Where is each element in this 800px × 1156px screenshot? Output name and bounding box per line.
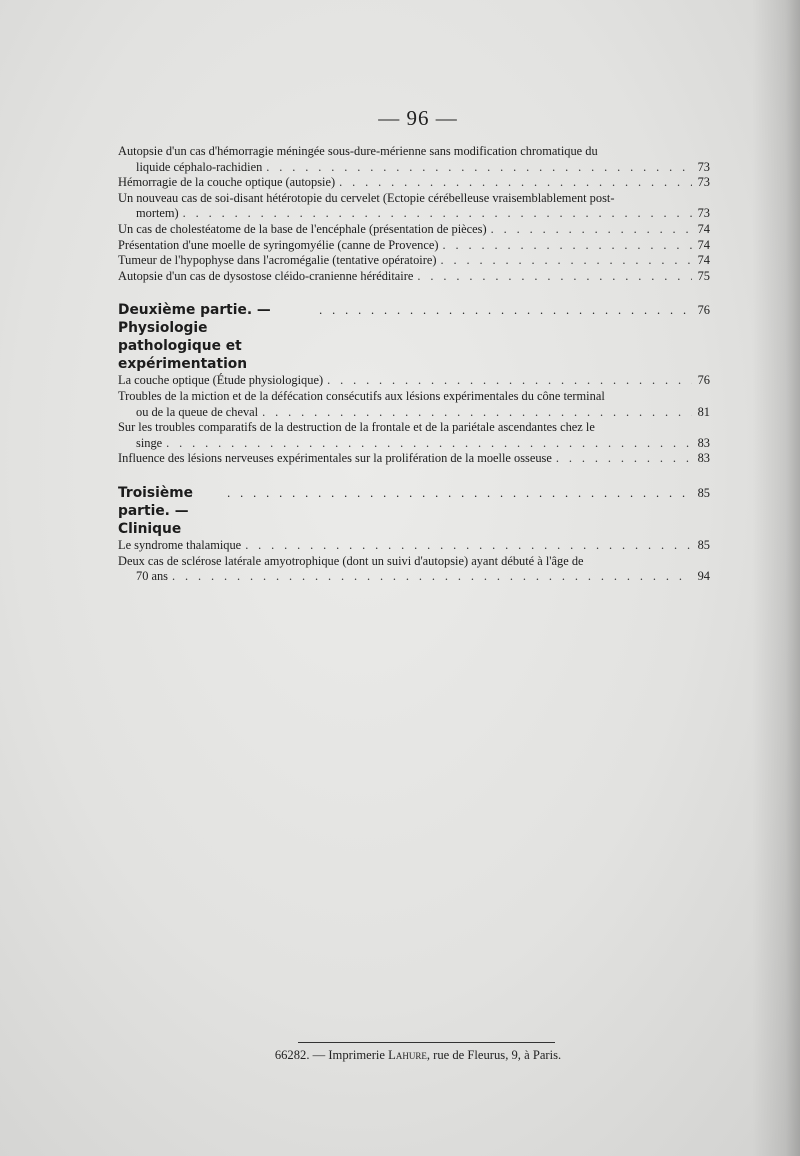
toc-entry [118,269,710,285]
toc-entry-title-line2: 70 ans [136,569,169,584]
leader-dots [166,436,692,452]
toc-entry [118,373,710,389]
section-page: 76 [697,303,710,318]
printer-imprint [0,1048,800,1063]
toc-entry-title-line1: Deux cas de sclérose latérale amyotrophique (dont un suivi d'autopsie) ayant débuté à l'âge de [118,553,584,568]
toc-entry-row [118,405,710,421]
toc-entry-page: 74 [697,253,710,268]
leader-dots [417,269,692,285]
toc-entry-row [118,269,710,285]
page-edge-shadow [752,0,800,1156]
toc-entry-page: 83 [697,435,710,450]
toc-entry [118,253,710,269]
toc-entry-title-line1: Sur les troubles comparatifs de la destruction de la frontale et de la pariétale ascendantes chez le [118,420,595,435]
leader-dots [245,538,692,554]
toc-entry-title-line1: Troubles de la miction et de la défécation consécutifs aux lésions expérimentales du cône terminal [118,388,605,403]
leader-dots [443,238,693,254]
toc-entry [118,538,710,554]
toc-entry-row [118,175,710,191]
toc-entry-page: 75 [697,268,710,283]
toc-entry-title-line1: Un nouveau cas de soi-disant hétérotopie du cervelet (Ectopie cérébelleuse vraisemblablement post- [118,190,615,205]
toc-entry [118,451,710,467]
toc-entry [118,420,710,451]
toc-entry-page: 83 [697,451,710,466]
toc-entry [118,222,710,238]
toc-entry-page: 74 [697,237,710,252]
toc-entry-row [118,160,710,176]
section-title: Troisième partie. — Clinique [118,484,193,537]
toc-entry-title-line2: ou de la queue de cheval [136,404,259,419]
toc-entry-title-line2: singe [136,435,163,450]
toc-entry-row [118,569,710,585]
imprint-printer: Lahure [388,1048,427,1062]
leader-dots [441,253,693,269]
leader-dots [262,405,692,421]
section-title: Deuxième partie. — Physiologie pathologique et expérimentation [118,302,271,373]
toc-entry-page: 73 [697,206,710,221]
leader-dots [491,222,692,238]
toc-entry [118,175,710,191]
toc-entry-row [118,222,710,238]
leader-dots [227,484,693,502]
toc-entry-row [118,451,710,467]
leader-dots [327,373,692,389]
toc-entry-row [118,436,710,452]
toc-entry-title-line1: Autopsie d'un cas d'hémorragie méningée sous-dure-mérienne sans modification chromatique du [118,144,598,158]
toc-entry [118,238,710,254]
toc-entry-title: Hémorragie de la couche optique (autopsie) [118,175,336,190]
toc-entry [118,191,710,222]
page-number: — 96 — [378,106,458,130]
section-gap [118,284,710,301]
imprint-prefix: 66282. — Imprimerie [274,1048,389,1062]
toc-entry-page: 94 [697,569,710,584]
toc-entry-title-line2: mortem) [136,206,179,221]
toc-entry-title-line2: liquide céphalo-rachidien [136,159,263,174]
toc-entry [118,389,710,420]
toc-entry [118,554,710,585]
toc-entry-page: 73 [697,175,710,190]
toc-entry-row [118,538,710,554]
section-heading-part3 [118,484,710,538]
toc-entry-title: Le syndrome thalamique [118,537,242,552]
toc-entry-title: La couche optique (Étude physiologique) [118,373,324,388]
leader-dots [556,451,692,467]
leader-dots [339,175,692,191]
leader-dots [319,301,694,319]
toc-entry-page: 74 [697,221,710,236]
toc-entry-page: 73 [697,159,710,174]
table-of-contents [118,144,710,585]
leader-dots [183,206,692,222]
toc-entry-title: Présentation d'une moelle de syringomyélie (canne de Provence) [118,237,439,252]
toc-entry-row [118,206,710,222]
leader-dots [266,160,692,176]
toc-entry-title: Influence des lésions nerveuses expérimentales sur la prolifération de la moelle osseuse [118,451,552,466]
toc-entry-row [118,253,710,269]
toc-entry-title: Un cas de cholestéatome de la base de l'encéphale (présentation de pièces) [118,221,487,236]
footer-rule [298,1042,555,1043]
imprint-suffix: , rue de Fleurus, 9, à Paris. [426,1048,562,1062]
toc-entry [118,144,710,175]
toc-entry-row [118,373,710,389]
toc-entry-title: Tumeur de l'hypophyse dans l'acromégalie (tentative opératoire) [118,253,437,268]
toc-entry-title: Autopsie d'un cas de dysostose cléido-cranienne héréditaire [118,268,414,283]
toc-entry-row [118,238,710,254]
leader-dots [172,569,692,585]
section-heading-part2 [118,301,710,373]
toc-entry-page: 85 [697,537,710,552]
section-page: 85 [697,485,710,500]
section-gap [118,467,710,484]
toc-entry-page: 81 [697,404,710,419]
toc-entry-page: 76 [697,373,710,388]
